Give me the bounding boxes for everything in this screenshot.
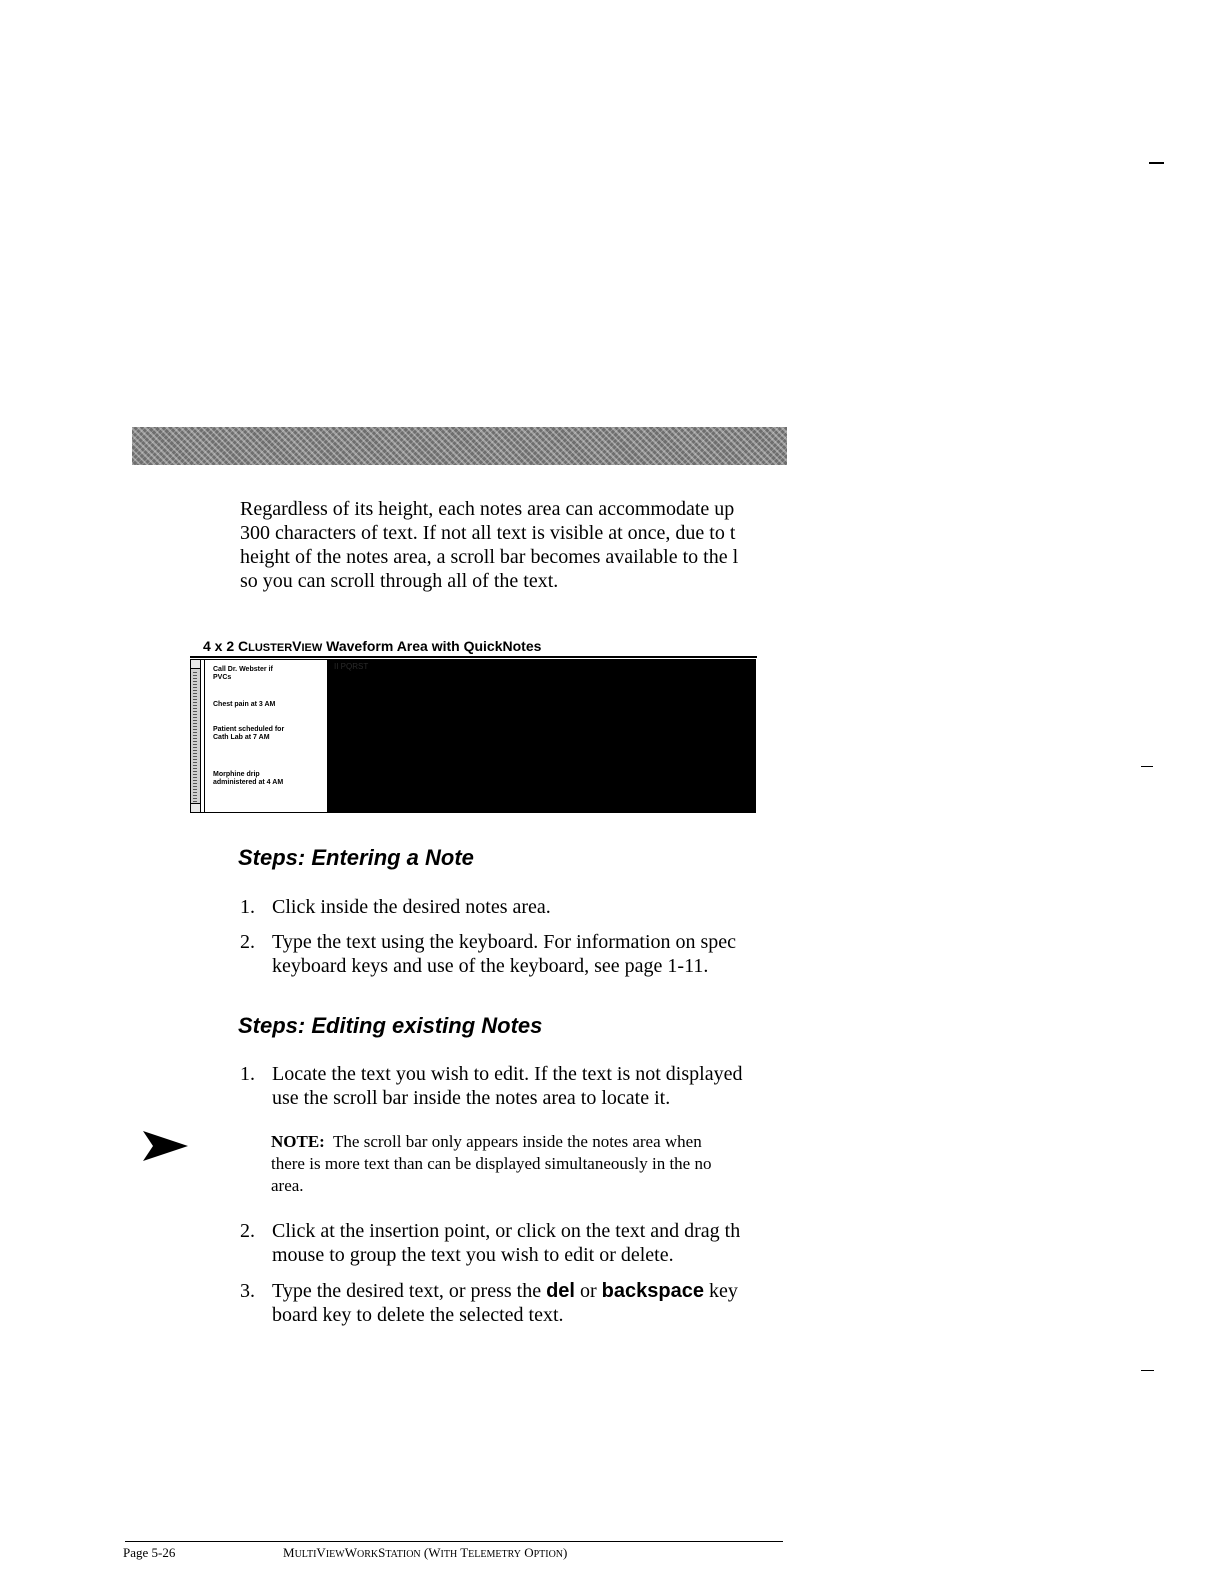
section-header-bar [132, 427, 787, 465]
paragraph-line: height of the notes area, a scroll bar becomes available to the l [240, 546, 739, 568]
scroll-up-arrow-icon[interactable] [191, 660, 200, 669]
step-text [272, 895, 790, 919]
section-heading-editing-notes: Steps: Editing existing Notes [238, 1013, 543, 1038]
waveform-label: II PQRST [334, 662, 369, 671]
step-line: Click at the insertion point, or click on the text and drag th [272, 1220, 741, 1242]
quicknote-line: Patient scheduled for [213, 726, 285, 733]
step-number: 2. [240, 931, 255, 953]
notes-divider [204, 660, 205, 812]
footer-title: MULTIVIEWWORKSTATION (WITH TELEMETRY OPTION) [283, 1545, 568, 1560]
scroll-track[interactable] [193, 670, 197, 802]
margin-mark [1149, 162, 1164, 164]
waveform-display [328, 660, 755, 812]
step-number: 2. [240, 1220, 255, 1242]
quicknote[interactable] [213, 701, 275, 709]
quicknote-line: Morphine drip [213, 771, 260, 778]
scroll-down-arrow-icon[interactable] [191, 803, 200, 812]
note-arrow-icon [143, 1131, 188, 1161]
note-block [271, 1131, 789, 1197]
margin-mark [1141, 766, 1153, 767]
intro-paragraph [240, 497, 788, 593]
step-line: Locate the text you wish to edit. If the text is not displayed [272, 1063, 743, 1085]
step-number: 1. [240, 896, 255, 918]
quicknotes-panel[interactable] [201, 660, 328, 812]
notes-scrollbar[interactable] [191, 660, 201, 812]
footer-page-number: Page 5-26 [123, 1545, 176, 1560]
note-line: there is more text than can be displayed simultaneously in the no [271, 1154, 712, 1173]
paragraph-line: 300 characters of text. If not all text is visible at once, due to t [240, 522, 736, 544]
step-number: 3. [240, 1280, 255, 1302]
figure-caption: 4 x 2 CLUSTERVIEW Waveform Area with QuickNotes [203, 638, 542, 654]
step-line: keyboard keys and use of the keyboard, see page 1-11. [272, 955, 709, 977]
quicknote[interactable] [213, 771, 283, 787]
quicknote[interactable] [213, 666, 273, 682]
step-number: 1. [240, 1063, 255, 1085]
quicknote-line: Chest pain at 3 AM [213, 701, 276, 708]
waveform-figure [190, 659, 756, 813]
note-text: The scroll bar only appears inside the notes area when [333, 1132, 702, 1151]
quicknote-line: Cath Lab at 7 AM [213, 734, 270, 741]
step-line: mouse to group the text you wish to edit or delete. [272, 1244, 674, 1266]
step-text [272, 1062, 790, 1110]
quicknote-line: administered at 4 AM [213, 779, 284, 786]
step-text [272, 1219, 790, 1267]
quicknote-line: Call Dr. Webster if [213, 666, 273, 673]
step-text [272, 930, 790, 978]
step-line: Click inside the desired notes area. [272, 896, 551, 918]
step-line: Type the text using the keyboard. For information on spec [272, 931, 737, 953]
section-heading-entering-note: Steps: Entering a Note [238, 845, 474, 870]
step-line: Type the desired text, or press the del or backspace key [272, 1280, 738, 1302]
footer-rule [125, 1541, 783, 1542]
caption-rule [190, 656, 757, 658]
backspace-key-label: backspace [601, 1280, 704, 1302]
step-line: use the scroll bar inside the notes area to locate it. [272, 1087, 671, 1109]
note-label: NOTE: [271, 1132, 325, 1151]
paragraph-line: so you can scroll through all of the text. [240, 570, 559, 592]
note-line: area. [271, 1176, 304, 1195]
paragraph-line: Regardless of its height, each notes area can accommodate up [240, 498, 735, 520]
quicknote-line: PVCs [213, 674, 232, 681]
quicknote[interactable] [213, 726, 284, 742]
step-text [272, 1279, 790, 1327]
del-key-label: del [546, 1280, 575, 1302]
step-line: board key to delete the selected text. [272, 1304, 564, 1326]
margin-mark [1141, 1370, 1154, 1371]
note-line [271, 1131, 789, 1153]
